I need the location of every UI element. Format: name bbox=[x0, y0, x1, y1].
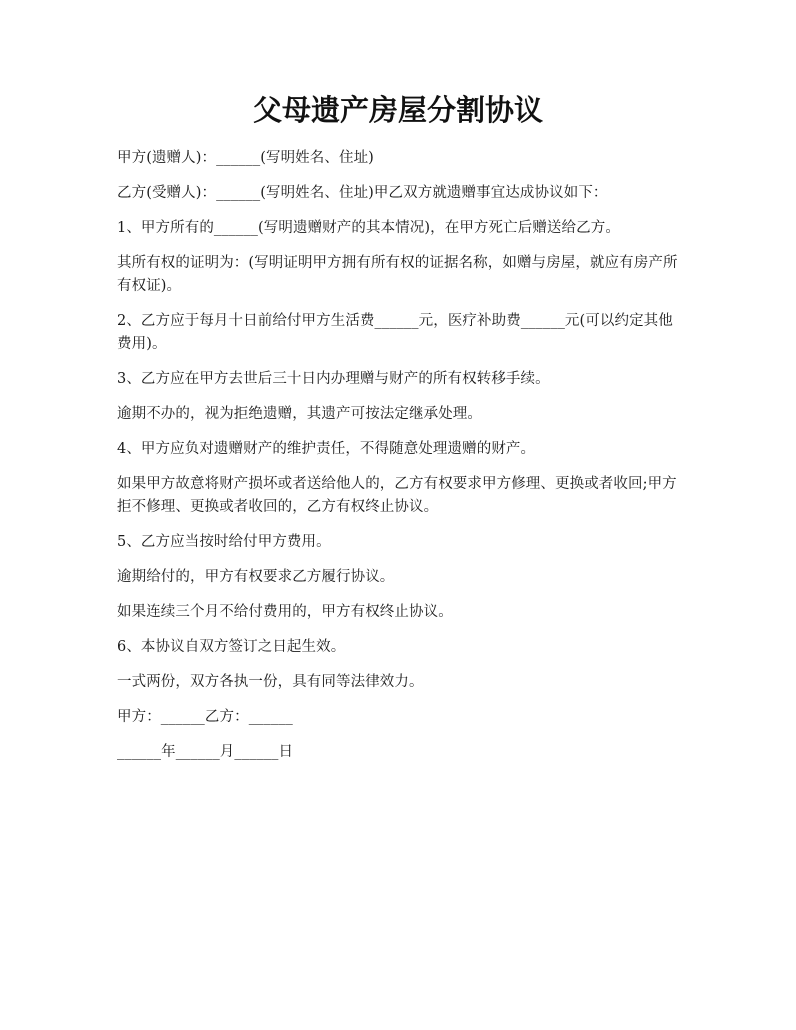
clause-4: 4、甲方应负对遗赠财产的维护责任，不得随意处理遗赠的财产。 bbox=[117, 441, 536, 457]
clause-5-detail-2: 如果连续三个月不给付费用的，甲方有权终止协议。 bbox=[117, 604, 453, 620]
signature-line: 甲方：______乙方：______ bbox=[117, 709, 293, 725]
clause-5: 5、乙方应当按时给付甲方费用。 bbox=[117, 534, 331, 550]
clause-5-detail-1: 逾期给付的，甲方有权要求乙方履行协议。 bbox=[117, 569, 395, 585]
clause-2: 2、乙方应于每月十日前给付甲方生活费______元，医疗补助费______元(可以约定其他费用)。 bbox=[117, 313, 673, 352]
clause-3-detail: 逾期不办的，视为拒绝遗赠，其遗产可按法定继承处理。 bbox=[117, 406, 482, 422]
clause-3: 3、乙方应在甲方去世后三十日内办理赠与财产的所有权转移手续。 bbox=[117, 371, 550, 387]
clause-4-detail: 如果甲方故意将财产损坏或者送给他人的，乙方有权要求甲方修理、更换或者收回;甲方拒不修理、更换或者收回的，乙方有权终止协议。 bbox=[117, 476, 677, 515]
clause-6: 6、本协议自双方签订之日起生效。 bbox=[117, 639, 346, 655]
date-line: ______年______月______日 bbox=[117, 744, 294, 760]
copies-note: 一式两份，双方各执一份，具有同等法律效力。 bbox=[117, 674, 424, 690]
clause-1: 1、甲方所有的______(写明遗赠财产的其本情况)，在甲方死亡后赠送给乙方。 bbox=[117, 220, 620, 236]
party-a-line: 甲方(遗赠人)：______(写明姓名、住址) bbox=[117, 150, 374, 166]
party-b-line: 乙方(受赠人)：______(写明姓名、住址)甲乙双方就遗赠事宜达成协议如下： bbox=[117, 185, 608, 201]
ownership-proof: 其所有权的证明为：(写明证明甲方拥有所有权的证据名称，如赠与房屋，就应有房产所有权证)。 bbox=[117, 255, 678, 294]
document-body bbox=[117, 147, 687, 776]
document-title: 父母遗产房屋分割协议 bbox=[252, 93, 543, 127]
